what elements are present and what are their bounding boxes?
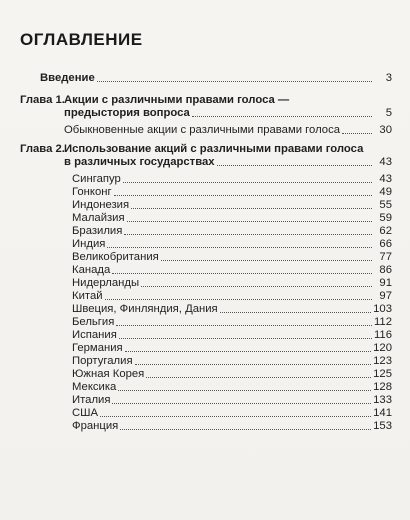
toc-entry-label: Нидерланды <box>72 277 140 289</box>
chapter-title-last-line <box>60 156 392 169</box>
dot-leader <box>161 260 372 261</box>
dot-leader <box>342 133 372 134</box>
chapter-title-cont: предыстория вопроса <box>64 107 190 119</box>
toc-entry-country <box>72 199 392 212</box>
dot-leader <box>114 195 372 196</box>
toc-entry-label: Португалия <box>72 355 133 367</box>
dot-leader <box>123 182 372 183</box>
dot-leader <box>107 247 372 248</box>
toc-entry-label: Малайзия <box>72 212 125 224</box>
toc-entry-page: 116 <box>373 329 392 341</box>
toc-entry-page: 62 <box>379 225 392 237</box>
toc-entry-country <box>72 225 392 238</box>
dot-leader <box>120 429 371 430</box>
dot-leader <box>146 377 371 378</box>
dot-leader <box>141 286 372 287</box>
toc-entry-page: 91 <box>379 277 392 289</box>
dot-leader <box>100 416 371 417</box>
toc-entry-page: 3 <box>385 72 392 84</box>
toc-entry-country <box>72 251 392 264</box>
toc-entry-page: 30 <box>379 124 392 136</box>
toc-entry-country <box>72 264 392 277</box>
dot-leader <box>217 165 372 166</box>
dot-leader <box>131 208 372 209</box>
toc-entry-page: 66 <box>379 238 392 250</box>
toc-entry-country <box>72 420 392 433</box>
toc-entry-page: 123 <box>373 355 392 367</box>
toc-entry-page: 49 <box>379 186 392 198</box>
toc-entry-country <box>72 316 392 329</box>
toc-entry-country <box>72 394 392 407</box>
toc-entry-page: 133 <box>373 394 392 406</box>
chapter-title-last-line <box>60 107 392 120</box>
table-of-contents <box>20 72 392 437</box>
toc-entry-country <box>72 355 392 368</box>
toc-entry-country <box>72 381 392 394</box>
chapter-1 <box>20 94 392 137</box>
toc-entry-page: 59 <box>379 212 392 224</box>
toc-entry-page: 55 <box>379 199 392 211</box>
toc-entry-subsection <box>60 124 392 137</box>
dot-leader <box>192 116 372 117</box>
toc-entry-label: Бельгия <box>72 316 115 328</box>
toc-entry-label: Италия <box>72 394 111 406</box>
toc-entry-label: Южная Корея <box>72 368 145 380</box>
toc-entry-label: Испания <box>72 329 117 341</box>
toc-entry-country <box>72 407 392 420</box>
toc-entry-country <box>72 368 392 381</box>
toc-entry-country <box>72 173 392 186</box>
dot-leader <box>105 299 372 300</box>
chapter-title-cont: в различных государствах <box>64 156 215 168</box>
toc-entry-page: 112 <box>373 316 392 328</box>
toc-entry-label: Мексика <box>72 381 117 393</box>
dot-leader <box>118 390 371 391</box>
toc-entry-label: Индия <box>72 238 106 250</box>
toc-entry-page: 128 <box>373 381 392 393</box>
toc-entry-label: Германия <box>72 342 123 354</box>
chapter-2 <box>20 143 392 433</box>
chapter-title: Акции с различными правами голоса — <box>64 94 290 106</box>
country-list <box>60 173 392 433</box>
dot-leader <box>116 325 372 326</box>
dot-leader <box>125 351 371 352</box>
toc-entry-country <box>72 342 392 355</box>
toc-entry-label: Великобритания <box>72 251 159 263</box>
toc-entry-label: Швеция, Финляндия, Дания <box>72 303 218 315</box>
chapter-prefix: Глава 1. <box>20 94 65 106</box>
dot-leader <box>112 273 372 274</box>
toc-entry-page: 86 <box>379 264 392 276</box>
toc-entry-page: 97 <box>379 290 392 302</box>
toc-entry-label: Бразилия <box>72 225 123 237</box>
toc-entry-label: Канада <box>72 264 111 276</box>
toc-entry-label: Индонезия <box>72 199 130 211</box>
toc-entry-intro <box>40 72 392 85</box>
toc-entry-label: Гонконг <box>72 186 112 198</box>
toc-entry-country <box>72 303 392 316</box>
toc-entry-page: 125 <box>373 368 392 380</box>
toc-entry-label: Сингапур <box>72 173 121 185</box>
chapter-prefix: Глава 2. <box>20 143 65 155</box>
toc-entry-page: 43 <box>379 173 392 185</box>
toc-entry-country <box>72 238 392 251</box>
toc-entry-country <box>72 212 392 225</box>
page-title: ОГЛАВЛЕНИЕ <box>20 30 143 49</box>
toc-entry-country <box>72 329 392 342</box>
dot-leader <box>220 312 371 313</box>
toc-entry-page: 141 <box>373 407 392 419</box>
toc-entry-country <box>72 186 392 199</box>
chapter-page: 43 <box>379 156 392 168</box>
chapter-title: Использование акций с различными правами голоса <box>64 143 364 155</box>
dot-leader <box>124 234 372 235</box>
toc-entry-country <box>72 290 392 303</box>
dot-leader <box>112 403 371 404</box>
toc-entry-page: 103 <box>373 303 392 315</box>
toc-entry-label: США <box>72 407 99 419</box>
toc-entry-country <box>72 277 392 290</box>
dot-leader <box>127 221 372 222</box>
dot-leader <box>119 338 372 339</box>
toc-entry-page: 153 <box>373 420 392 432</box>
toc-entry-label: Франция <box>72 420 119 432</box>
dot-leader <box>97 81 372 82</box>
toc-entry-label: Китай <box>72 290 103 302</box>
chapter-page: 5 <box>385 107 392 119</box>
toc-entry-page: 77 <box>379 251 392 263</box>
dot-leader <box>135 364 372 365</box>
toc-entry-label: Введение <box>40 72 95 84</box>
toc-entry-page: 120 <box>373 342 392 354</box>
toc-entry-label: Обыкновенные акции с различными правами голоса <box>64 124 341 136</box>
